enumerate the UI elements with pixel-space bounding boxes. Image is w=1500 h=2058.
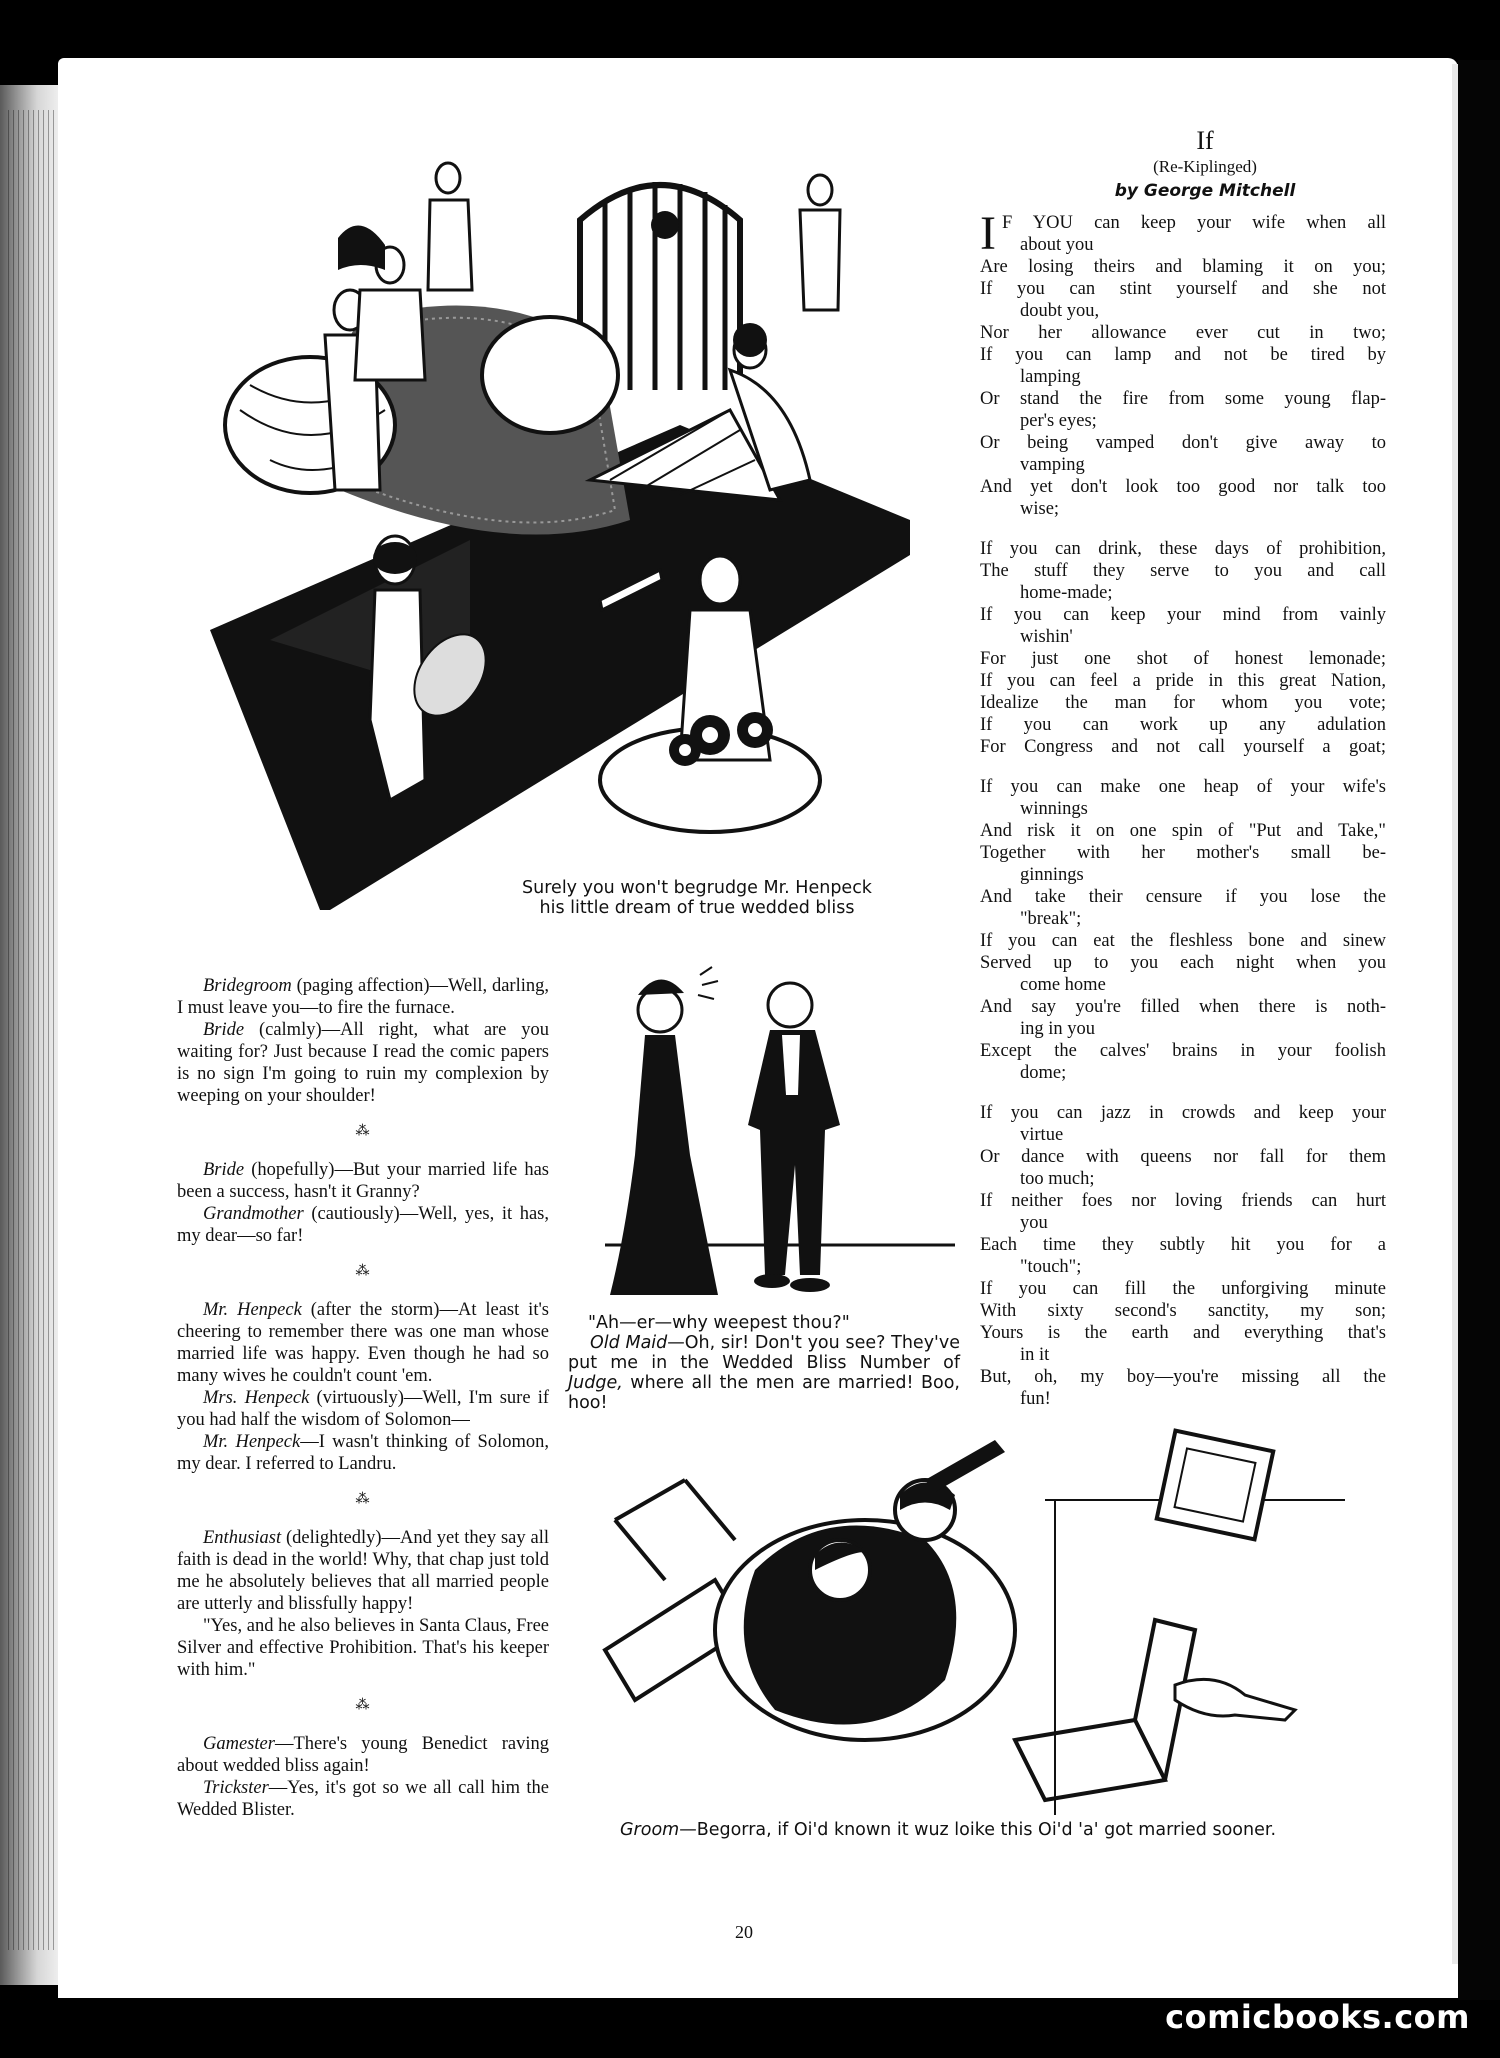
joke-line bbox=[177, 1299, 549, 1387]
poem-line: in it bbox=[1020, 1345, 1050, 1365]
poem-line: wishin' bbox=[1020, 627, 1073, 647]
poem-line: "touch"; bbox=[1020, 1257, 1082, 1277]
poem-line: If you can feel a pride in this great Nation, bbox=[980, 671, 1386, 691]
poem-line: If neither foes nor loving friends can hurt bbox=[980, 1191, 1386, 1211]
scan-border bbox=[1458, 60, 1500, 2000]
joke-line bbox=[177, 1777, 549, 1821]
poem-line: But, oh, my boy—you're missing all the bbox=[980, 1367, 1386, 1387]
poem-line: dome; bbox=[1020, 1063, 1067, 1083]
poem-byline: by George Mitchell bbox=[1114, 181, 1296, 201]
joke-line bbox=[177, 1431, 549, 1475]
poem-stanza bbox=[980, 538, 1386, 758]
poem-dropcap: I bbox=[980, 207, 996, 260]
joke-speaker: Grandmother bbox=[203, 1204, 304, 1224]
joke-speaker: Enthusiast bbox=[203, 1528, 282, 1548]
poem-line: about you bbox=[1020, 235, 1094, 255]
joke-text: (after the storm)—At least it's cheering to remember there was one man whose married life was happy. Even though he had so many wives he couldn't count 'em. bbox=[177, 1300, 549, 1386]
poem-line: For Congress and not call yourself a goat; bbox=[980, 737, 1386, 757]
illustration-old-maid bbox=[600, 955, 960, 1315]
joke-text: "Yes, and he also believes in Santa Claus, Free Silver and effective Prohibition. That's his keeper with him." bbox=[177, 1616, 549, 1680]
poem-subtitle: (Re-Kiplinged) bbox=[1153, 157, 1257, 176]
joke-line bbox=[177, 1527, 549, 1615]
joke-line bbox=[177, 1615, 549, 1681]
poem-line: Each time they subtly hit you for a bbox=[980, 1235, 1386, 1255]
poem-line: virtue bbox=[1020, 1125, 1064, 1145]
page-stack-edges bbox=[8, 110, 56, 1950]
joke-speaker: Mrs. Henpeck bbox=[203, 1388, 310, 1408]
joke-line bbox=[177, 1203, 549, 1247]
poem-if bbox=[980, 126, 1386, 1428]
poem-line: Yours is the earth and everything that's bbox=[980, 1323, 1386, 1343]
poem-line: For just one shot of honest lemonade; bbox=[980, 649, 1386, 669]
joke-line bbox=[177, 1019, 549, 1107]
poem-line: And risk it on one spin of "Put and Take," bbox=[980, 821, 1386, 841]
caption-groom-text: —Begorra, if Oi'd known it wuz loike this Oi'd 'a' got married sooner. bbox=[679, 1820, 1277, 1840]
caption-old-maid bbox=[568, 1313, 960, 1413]
poem-line: ing in you bbox=[1020, 1019, 1096, 1039]
joke-speaker: Mr. Henpeck bbox=[203, 1432, 301, 1452]
joke-text: (delightedly)—And yet they say all faith is dead in the world! Why, that chap just told me he absolutely believes that all married people are utterly and blissfully happy! bbox=[177, 1528, 549, 1614]
poem-line: "break"; bbox=[1020, 909, 1082, 929]
poem-line: If you can keep your mind from vainly bbox=[980, 605, 1386, 625]
poem-line: Together with her mother's small be- bbox=[980, 843, 1386, 863]
poem-line: If you can stint yourself and she not bbox=[980, 279, 1386, 299]
joke-text: (cautiously)—Well, yes, it has, my dear—so far! bbox=[177, 1204, 549, 1246]
caption-text-2: where all the men are married! Boo, hoo! bbox=[568, 1373, 960, 1413]
poem-line: Or dance with queens nor fall for them bbox=[980, 1147, 1386, 1167]
poem-line: winnings bbox=[1020, 799, 1088, 819]
joke-line bbox=[177, 1387, 549, 1431]
caption-line-2: his little dream of true wedded bliss bbox=[539, 898, 855, 918]
joke-text: (hopefully)—But your married life has been a success, hasn't it Granny? bbox=[177, 1160, 549, 1202]
poem-line: you bbox=[1020, 1213, 1048, 1233]
joke-text: (paging affection)—Well, darling, I must leave you—to fire the furnace. bbox=[177, 976, 549, 1018]
poem-line: Served up to you each night when you bbox=[980, 953, 1386, 973]
joke-speaker: Mr. Henpeck bbox=[203, 1300, 302, 1320]
joke-text: (virtuously)—Well, I'm sure if you had half the wisdom of Solomon— bbox=[177, 1388, 550, 1430]
poem-line: lamping bbox=[1020, 367, 1081, 387]
poem-stanza bbox=[980, 1102, 1386, 1410]
poem-line: If you can lamp and not be tired by bbox=[980, 345, 1386, 365]
joke-line bbox=[177, 975, 549, 1019]
jokes-column bbox=[177, 975, 549, 1821]
poem-line: Nor her allowance ever cut in two; bbox=[980, 323, 1386, 343]
poem-line: Except the calves' brains in your foolish bbox=[980, 1041, 1386, 1061]
caption-henpeck-dream bbox=[492, 878, 902, 918]
poem-line: With sixty second's sanctity, my son; bbox=[980, 1301, 1386, 1321]
poem-line: And take their censure if you lose the bbox=[980, 887, 1386, 907]
joke-separator: ⁂ bbox=[355, 1124, 371, 1139]
poem-line: per's eyes; bbox=[1020, 411, 1097, 431]
poem-stanza bbox=[980, 207, 1386, 520]
poem-line: And say you're filled when there is noth- bbox=[980, 997, 1386, 1017]
joke-speaker: Bridegroom bbox=[203, 976, 292, 996]
joke-separator: ⁂ bbox=[355, 1264, 371, 1279]
poem-body bbox=[980, 207, 1386, 1410]
caption-groom bbox=[620, 1820, 1320, 1840]
joke-speaker: Trickster bbox=[203, 1778, 269, 1798]
poem-line: Are losing theirs and blaming it on you; bbox=[980, 257, 1386, 277]
poem-line: F YOU can keep your wife when all bbox=[1001, 213, 1386, 233]
poem-line: If you can drink, these days of prohibition, bbox=[980, 539, 1386, 559]
joke-text: —Yes, it's got so we all call him the Wedded Blister. bbox=[177, 1778, 549, 1820]
joke-block bbox=[177, 1299, 549, 1475]
poem-line: The stuff they serve to you and call bbox=[980, 561, 1386, 581]
joke-separator: ⁂ bbox=[355, 1492, 371, 1507]
joke-speaker: Bride bbox=[203, 1160, 245, 1180]
illustration-henpeck-dream bbox=[210, 160, 910, 910]
poem-line: vamping bbox=[1020, 455, 1085, 475]
poem-line: If you can jazz in crowds and keep your bbox=[980, 1103, 1386, 1123]
poem-line: Idealize the man for whom you vote; bbox=[980, 693, 1386, 713]
poem-line: home-made; bbox=[1020, 583, 1113, 603]
poem-line: And yet don't look too good nor talk too bbox=[980, 477, 1386, 497]
joke-block bbox=[177, 1527, 549, 1681]
caption-line-1: Surely you won't begrudge Mr. Henpeck bbox=[522, 878, 872, 898]
caption-quote: "Ah—er—why weepest thou?" bbox=[588, 1313, 850, 1333]
caption-text: —Oh, sir! Don't you see? They've put me in the Wedded Bliss Number of bbox=[568, 1333, 960, 1373]
joke-text: (calmly)—All right, what are you waiting for? Just because I read the comic papers is no sign I'm going to ruin my complexion by weeping on your shoulder! bbox=[177, 1020, 549, 1106]
joke-separator: ⁂ bbox=[355, 1698, 371, 1713]
joke-block bbox=[177, 975, 549, 1107]
poem-line: ginnings bbox=[1020, 865, 1084, 885]
joke-text: —There's young Benedict raving about wedded bliss again! bbox=[177, 1734, 549, 1776]
poem-line: If you can eat the fleshless bone and sinew bbox=[980, 931, 1386, 951]
page-number: 20 bbox=[735, 1922, 753, 1942]
poem-line: fun! bbox=[1020, 1389, 1051, 1409]
joke-line bbox=[177, 1159, 549, 1203]
poem-line: come home bbox=[1020, 975, 1106, 995]
poem-line: If you can fill the unforgiving minute bbox=[980, 1279, 1386, 1299]
joke-speaker: Gamester bbox=[203, 1734, 275, 1754]
poem-line: Or stand the fire from some young flap- bbox=[980, 389, 1386, 409]
joke-block bbox=[177, 1733, 549, 1821]
joke-speaker: Bride bbox=[203, 1020, 245, 1040]
poem-line: Or being vamped don't give away to bbox=[980, 433, 1386, 453]
poem-line: wise; bbox=[1020, 499, 1060, 519]
joke-line bbox=[177, 1733, 549, 1777]
caption-speaker-groom: Groom bbox=[620, 1820, 680, 1840]
poem-title: If bbox=[1196, 126, 1214, 155]
poem-stanza bbox=[980, 776, 1386, 1084]
watermark: comicbooks.com bbox=[1165, 1998, 1470, 2036]
poem-line: If you can make one heap of your wife's bbox=[980, 777, 1386, 797]
joke-block bbox=[177, 1159, 549, 1247]
poem-line: too much; bbox=[1020, 1169, 1095, 1189]
illustration-groom-brawl bbox=[595, 1420, 1345, 1815]
joke-text: —I wasn't thinking of Solomon, my dear. I referred to Landru. bbox=[177, 1432, 550, 1474]
poem-line: If you can work up any adulation bbox=[980, 715, 1386, 735]
poem-line: doubt you, bbox=[1020, 301, 1100, 321]
caption-speaker-old-maid: Old Maid bbox=[590, 1333, 668, 1353]
caption-judge: Judge, bbox=[568, 1373, 623, 1393]
